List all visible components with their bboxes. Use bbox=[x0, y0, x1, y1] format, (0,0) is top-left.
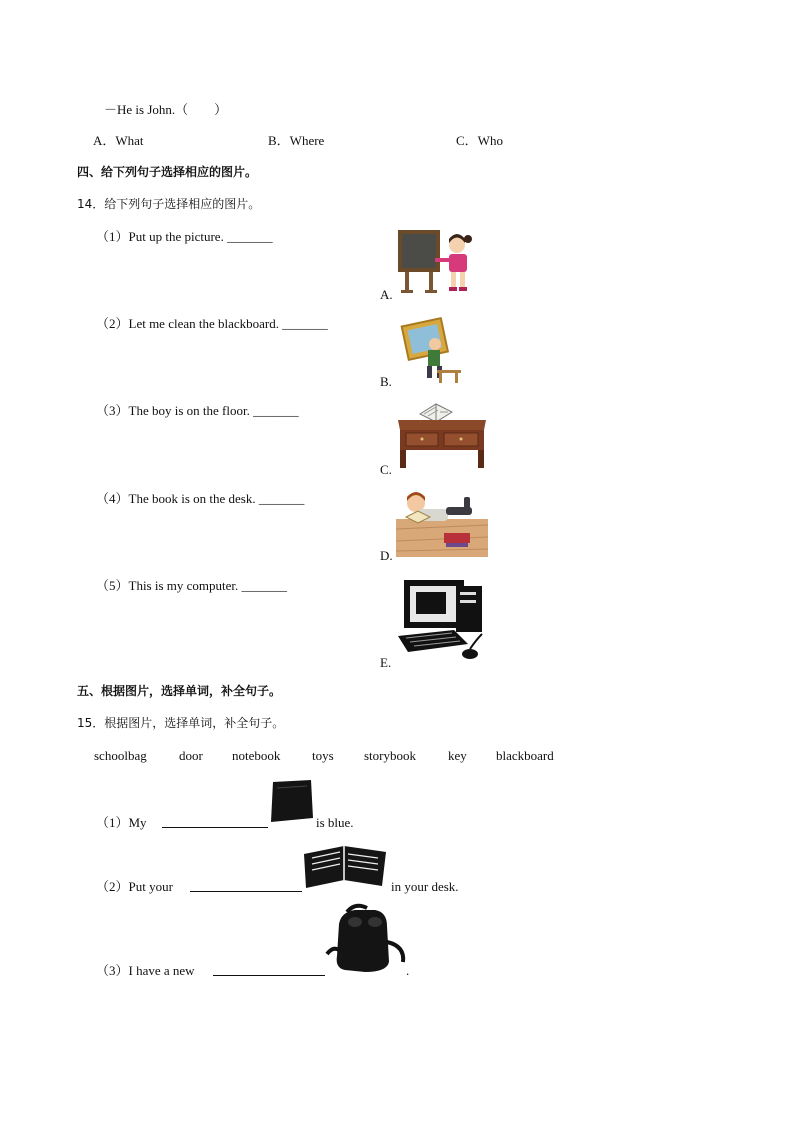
q15-item-3-suffix: . bbox=[406, 963, 410, 978]
q13-line: －He is John.（ ） bbox=[104, 102, 228, 117]
q15-item-2-suffix: in your desk. bbox=[391, 879, 459, 894]
notebook-picture bbox=[267, 778, 315, 824]
word-bank-item: door bbox=[179, 748, 203, 763]
word-bank-item: toys bbox=[312, 748, 334, 763]
q14-title: 14．给下列句子选择相应的图片。 bbox=[77, 197, 261, 211]
word-bank-item: notebook bbox=[232, 748, 281, 763]
word-bank-item: blackboard bbox=[496, 748, 554, 763]
word-bank-item: key bbox=[448, 748, 467, 763]
word-bank-item: schoolbag bbox=[94, 748, 147, 763]
q15-item-3-prefix: （3）I have a new bbox=[96, 963, 195, 978]
q15-item-3-blank[interactable] bbox=[213, 963, 325, 976]
q14-item-5: （5）This is my computer. _______ bbox=[96, 578, 288, 593]
q15-item-1-blank[interactable] bbox=[162, 815, 268, 828]
section5-heading: 五、根据图片，选择单词，补全句子。 bbox=[77, 684, 282, 698]
q15-item-2-prefix: （2）Put your bbox=[96, 879, 173, 894]
computer-picture bbox=[396, 574, 488, 664]
put-up-picture-picture bbox=[395, 316, 467, 386]
storybook-picture bbox=[302, 840, 390, 892]
word-bank-item: storybook bbox=[364, 748, 416, 763]
book-on-desk-picture bbox=[396, 400, 488, 472]
q15-item-1-suffix: is blue. bbox=[316, 815, 354, 830]
q14-item-1: （1）Put up the picture. _______ bbox=[96, 229, 273, 244]
picture-label-b: B. bbox=[380, 374, 392, 389]
picture-label-e: E. bbox=[380, 655, 392, 670]
q15-item-1-prefix: （1）My bbox=[96, 815, 147, 830]
q14-item-2: （2）Let me clean the blackboard. _______ bbox=[96, 316, 328, 331]
picture-label-c: C. bbox=[380, 462, 392, 477]
q15-item-2-blank[interactable] bbox=[190, 879, 302, 892]
q14-item-3: （3）The boy is on the floor. _______ bbox=[96, 403, 299, 418]
picture-label-a: A. bbox=[380, 287, 393, 302]
section4-heading: 四、给下列句子选择相应的图片。 bbox=[77, 165, 258, 179]
boy-on-floor-picture bbox=[396, 489, 488, 557]
q13-option-b[interactable]: B．Where bbox=[268, 133, 325, 148]
q13-option-a[interactable]: A．What bbox=[93, 133, 144, 148]
q14-item-4: （4）The book is on the desk. _______ bbox=[96, 491, 305, 506]
schoolbag-picture bbox=[325, 902, 409, 976]
picture-label-d: D. bbox=[380, 548, 393, 563]
q13-option-c[interactable]: C．Who bbox=[456, 133, 503, 148]
q15-title: 15．根据图片，选择单词，补全句子。 bbox=[77, 716, 285, 730]
girl-blackboard-picture bbox=[395, 227, 477, 299]
